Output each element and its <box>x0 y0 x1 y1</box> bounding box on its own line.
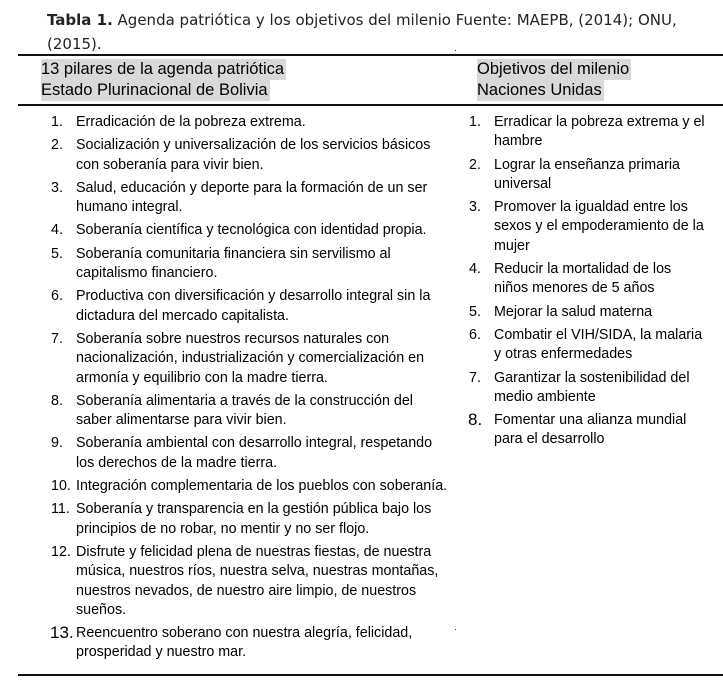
list-item-text: Soberanía sobre nuestros recursos naturales con nacionalización, industrialización y comercialización en armonía y equilibrio con la madre tierra. <box>76 330 425 386</box>
list-item-text: Erradicación de la pobreza extrema. <box>76 114 306 130</box>
header-rule <box>18 104 723 106</box>
left-header-line2: Estado Plurinacional de Bolivia <box>41 81 268 99</box>
list-item <box>469 369 709 408</box>
list-item-text: Mejorar la salud materna <box>494 303 653 320</box>
column-divider-mark <box>455 50 456 51</box>
list-item-text: Integración complementaria de los pueblos con soberanía. <box>76 478 448 495</box>
list-item <box>51 330 451 388</box>
list-item-text: Promover la igualdad entre los sexos y el empoderamiento de la mujer <box>494 199 704 254</box>
top-rule <box>18 54 723 56</box>
list-item-number: 5. <box>51 245 63 262</box>
list-item-number: 7. <box>51 330 63 347</box>
list-item <box>51 245 451 284</box>
list-item-number: 12. <box>51 543 71 560</box>
list-item-number: 10. <box>51 478 71 495</box>
list-item <box>469 411 709 450</box>
list-item <box>51 543 451 620</box>
list-item-text: Soberanía y transparencia en la gestión pública bajo los principios de no robar, no mentir y no ser flojo. <box>76 501 432 537</box>
list-item <box>469 260 709 299</box>
list-item-number: 1. <box>51 114 63 130</box>
list-item-text: Soberanía comunitaria financiera sin servilismo al capitalismo financiero. <box>76 245 391 282</box>
left-header-line1: 13 pilares de la agenda patriótica <box>41 60 285 78</box>
caption-text: Agenda patriótica y los objetivos del milenio Fuente: MAEPB, (2014); ONU, (2015). <box>47 11 677 53</box>
list-item <box>469 113 709 152</box>
list-item <box>469 198 709 256</box>
list-item <box>469 156 709 195</box>
left-column-list <box>51 113 451 667</box>
list-item-number: 4. <box>469 261 481 278</box>
left-column-header <box>41 59 286 101</box>
right-column-list <box>469 113 709 454</box>
list-item-number: 7. <box>469 369 481 386</box>
list-item-text: Erradicar la pobreza extrema y el hambre <box>494 114 705 150</box>
list-item-text: Productiva con diversificación y desarrollo integral sin la dictadura del mercado capitalista. <box>76 288 431 324</box>
list-item <box>51 434 451 473</box>
list-item-number: 6. <box>51 288 63 305</box>
list-item-text: Garantizar la sostenibilidad del medio ambiente <box>494 369 690 405</box>
list-item-number: 2. <box>469 156 481 173</box>
table-caption <box>47 8 707 56</box>
list-item <box>51 500 451 539</box>
list-item-number: 4. <box>51 222 63 239</box>
list-item-number: 6. <box>469 326 481 343</box>
column-divider-mark <box>455 629 456 630</box>
list-item-number: 3. <box>469 199 481 216</box>
list-item <box>51 113 451 132</box>
list-item-text: Socialización y universalización de los servicios básicos con soberanía para vivir bien. <box>76 137 431 173</box>
list-item-text: Reencuentro soberano con nuestra alegría, felicidad, prosperidad y nuestro mar. <box>76 625 413 661</box>
list-item <box>51 221 451 240</box>
list-item-text: Disfrute y felicidad plena de nuestras fiestas, de nuestra música, nuestros ríos, nuestra selva, nuestras montañas, nuestros nevados, de nuestro aire limpio, de nuestros sueños. <box>76 543 439 618</box>
list-item <box>469 303 709 322</box>
right-column-header <box>477 59 631 101</box>
list-item-number: 13. <box>50 623 74 643</box>
list-item-text: Reducir la mortalidad de los niños menores de 5 años <box>494 261 672 297</box>
list-item <box>51 179 451 218</box>
list-item-number: 1. <box>469 114 481 130</box>
list-item-text: Combatir el VIH/SIDA, la malaria y otras enfermedades <box>494 326 703 363</box>
caption-label: Tabla 1. <box>47 11 113 29</box>
list-item <box>469 326 709 365</box>
list-item <box>51 624 451 663</box>
list-item-number: 3. <box>51 179 63 196</box>
list-item-text: Salud, educación y deporte para la formación de un ser humano integral. <box>76 179 428 216</box>
list-item-number: 8. <box>51 392 63 409</box>
list-item-text: Lograr la enseñanza primaria universal <box>494 156 680 192</box>
list-item-text: Soberanía ambiental con desarrollo integral, respetando los derechos de la madre tierra. <box>76 435 433 471</box>
list-item <box>51 392 451 431</box>
list-item-text: Soberanía alimentaria a través de la construcción del saber alimentarse para vivir bien. <box>76 392 413 429</box>
list-item-text: Soberanía científica y tecnológica con identidad propia. <box>76 222 427 239</box>
right-header-line2: Naciones Unidas <box>477 81 602 99</box>
list-item <box>51 136 451 175</box>
bottom-rule <box>18 674 723 676</box>
list-item-number: 9. <box>51 435 63 452</box>
list-item <box>51 477 451 496</box>
list-item-number: 8. <box>468 410 483 430</box>
list-item-text: Fomentar una alianza mundial para el desarrollo <box>494 412 687 448</box>
list-item-number: 5. <box>469 303 481 320</box>
list-item-number: 2. <box>51 137 63 154</box>
right-header-line1: Objetivos del milenio <box>477 60 630 78</box>
list-item <box>51 287 451 326</box>
list-item-number: 11. <box>51 501 70 518</box>
